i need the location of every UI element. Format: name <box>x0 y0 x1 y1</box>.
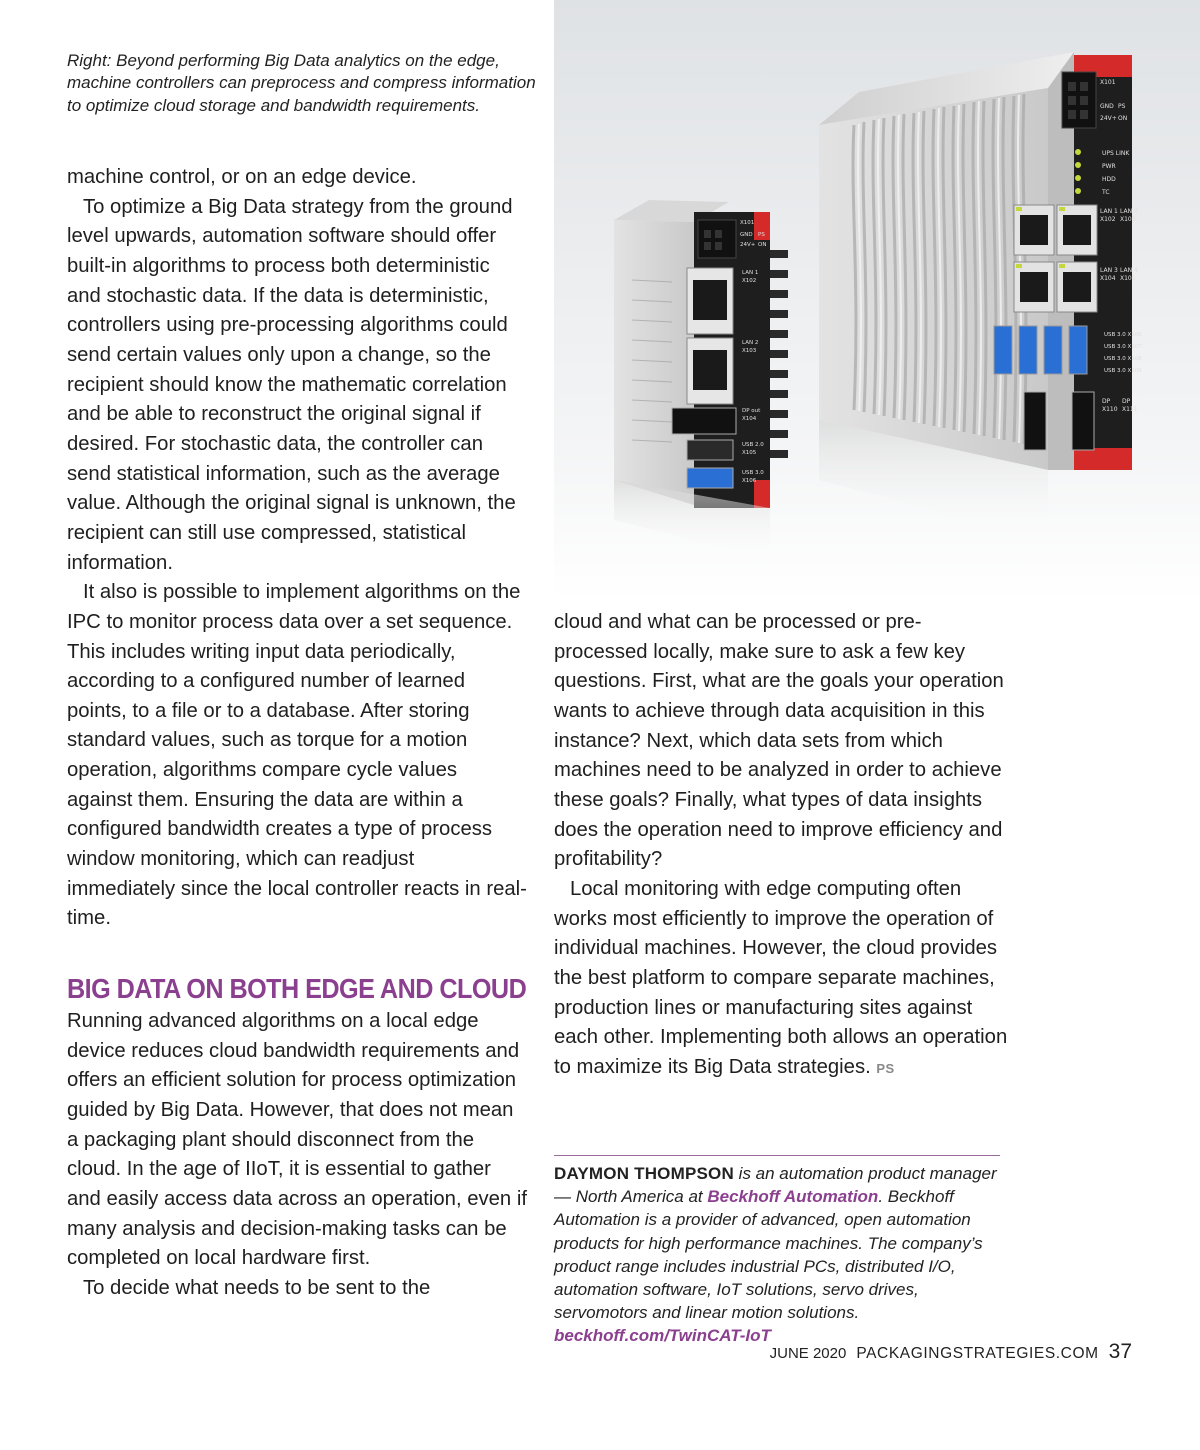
large-label-usb-a: USB 3.0 X106 <box>1104 332 1142 338</box>
small-label-dp: DP out <box>742 408 761 414</box>
left-paragraph-1: machine control, or on an edge device. <box>67 166 417 188</box>
small-label-x106: X106 <box>742 478 757 484</box>
large-label-pwr: PWR <box>1102 163 1116 170</box>
large-label-ups: UPS LINK <box>1102 150 1130 157</box>
large-label-x104: X104 <box>1100 275 1116 282</box>
small-label-lan1: LAN 1 <box>742 270 759 276</box>
large-label-x111: X111 <box>1122 406 1138 413</box>
large-ipc <box>819 52 1142 540</box>
large-label-ps: PS <box>1118 103 1126 110</box>
small-label-x105: X105 <box>742 450 757 456</box>
left-paragraph-2: To optimize a Big Data strategy from the ground level upwards, automation software should offer built-in algorithms to process both deterministic and stochastic data. If the data is deterministic, controllers using pre-processing algorithms could send certain values only upon a change, so the recipient should know the mathematic correlation and be able to reconstruct the original signal if desired. For stochastic data, the controller can send statistical information, such as the average value. Although the original signal is unknown, the recipient can still use compressed, statistical information. <box>67 195 516 574</box>
large-label-dp2: DP <box>1122 398 1131 405</box>
company-link[interactable]: Beckhoff Automation <box>707 1187 879 1207</box>
small-dp-port <box>672 408 736 434</box>
website-link[interactable]: beckhoff.com/TwinCAT-IoT <box>554 1326 771 1346</box>
small-label-on: ON <box>758 242 767 248</box>
small-power-connector <box>698 220 736 258</box>
large-label-lan1: LAN 1 <box>1100 208 1118 215</box>
section-heading: BIG DATA ON BOTH EDGE AND CLOUD <box>67 973 527 1005</box>
small-label-lan2: LAN 2 <box>742 340 759 346</box>
small-label-24v: 24V+ <box>740 242 756 248</box>
small-usb2-port <box>687 440 733 460</box>
large-label-usb-c: USB 3.0 X108 <box>1104 356 1142 362</box>
right-column <box>554 608 1014 1084</box>
bio-text-1: is an automation product manager — North America at <box>554 1164 997 1207</box>
photo-caption: Right: Beyond performing Big Data analytics on the edge, machine controllers can preprocess and compress information to optimize cloud storage and bandwidth requirements. <box>67 51 536 115</box>
small-usb3-port <box>687 468 733 488</box>
large-label-24v: 24V+ <box>1100 115 1117 122</box>
left-column <box>67 163 527 1304</box>
author-name: DAYMON THOMPSON <box>554 1164 734 1183</box>
left-paragraph-4: Running advanced algorithms on a local edge device reduces cloud bandwidth requirements and offers an efficient solution for process optimization guided by Big Data. However, that does not mean a packaging plant should disconnect from the cloud. In the age of IIoT, it is essential to gather and easily access data across an operation, even if many analysis and decision-making tasks can be completed on local hardware first. <box>67 1010 527 1270</box>
large-label-gnd: GND <box>1100 103 1114 110</box>
large-label-usb-d: USB 3.0 X109 <box>1104 368 1142 374</box>
small-label-gnd: GND <box>740 232 753 238</box>
large-label-lan3: LAN 3 <box>1100 267 1118 274</box>
large-power-connector <box>1062 72 1096 128</box>
bio-divider <box>554 1155 1000 1156</box>
left-paragraph-3: It also is possible to implement algorithms on the IPC to monitor process data over a set sequence. This includes writing input data periodically, according to a configured number of learned points, to a file or to a database. After storing standard values, such as torque for a motion operation, algorithms compare cycle values against them. Ensuring the data are within a configured bandwidth creates a type of process window monitoring, which can readjust immediately since the local controller reacts in real-time. <box>67 581 527 930</box>
small-label-x102: X102 <box>742 278 757 284</box>
large-label-dp1: DP <box>1102 398 1111 405</box>
large-label-x101: X101 <box>1100 79 1116 86</box>
small-red-cap-bottom <box>754 480 770 508</box>
large-label-lan4: LAN 4 <box>1120 267 1138 274</box>
large-label-x110: X110 <box>1102 406 1118 413</box>
product-photo <box>554 0 1200 600</box>
right-paragraph-2 <box>554 875 1014 1084</box>
bio-text-2: . Beckhoff Automation is a provider of advanced, open automation products for high performance machines. The company’s product range includes industrial PCs, distributed I/O, automation software, IoT solutions, servo drives, servomotors and linear motion solutions. <box>554 1187 983 1323</box>
small-label-x104: X104 <box>742 416 757 422</box>
end-mark: PS <box>876 1060 895 1076</box>
large-label-usb-b: USB 3.0 X107 <box>1104 344 1142 350</box>
large-red-cap-bottom <box>1074 448 1132 470</box>
large-label-on: ON <box>1118 115 1128 122</box>
large-label-x105: X105 <box>1120 275 1136 282</box>
issue-date: JUNE 2020 <box>769 1345 847 1362</box>
large-label-x103: X103 <box>1120 216 1136 223</box>
small-label-ps: PS <box>758 232 765 238</box>
publication-site: PACKAGINGSTRATEGIES.COM <box>856 1345 1099 1362</box>
small-label-x103: X103 <box>742 348 757 354</box>
small-ipc <box>614 200 788 560</box>
small-label-x101: X101 <box>740 220 755 226</box>
page-footer <box>770 1340 1132 1364</box>
small-label-usb2: USB 2.0 <box>742 442 764 448</box>
small-label-usb3: USB 3.0 <box>742 470 764 476</box>
large-label-lan2: LAN 2 <box>1120 208 1138 215</box>
left-paragraph-5: To decide what needs to be sent to the <box>83 1276 431 1299</box>
large-label-x102: X102 <box>1100 216 1116 223</box>
large-label-hdd: HDD <box>1102 176 1116 183</box>
page-number: 37 <box>1108 1340 1132 1363</box>
author-bio <box>554 1162 1004 1348</box>
right-paragraph-1: cloud and what can be processed or pre-processed locally, make sure to ask a few key questions. First, what are the goals your operation wants to achieve through data acquisition in this instance? Next, which data sets from which machines need to be analyzed in order to achieve these goals? Finally, what types of data insights does the operation need to improve efficiency and profitability? <box>554 611 1004 871</box>
large-label-tc: TC <box>1102 189 1110 196</box>
right-paragraph-2-text: Local monitoring with edge computing often works most efficiently to improve the operation of individual machines. However, the cloud provides the best platform to compare separate machines, production lines or manufacturing sites against each other. Implementing both allows an operation to maximize its Big Data strategies. <box>554 877 1008 1078</box>
